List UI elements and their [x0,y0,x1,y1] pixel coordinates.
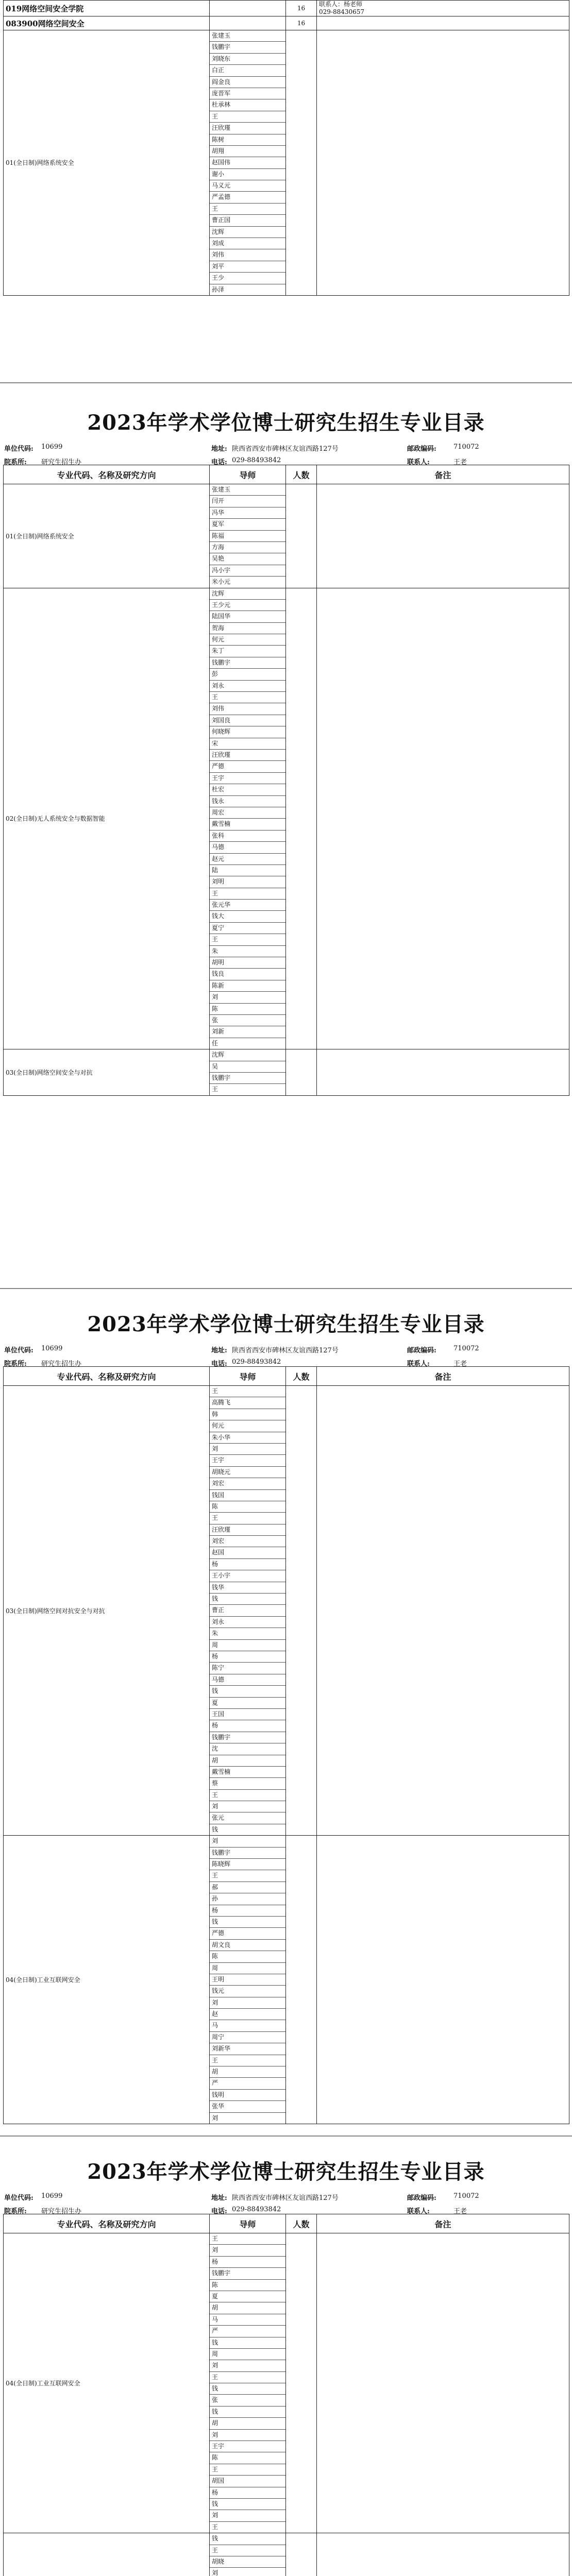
advisor-name: 朱小华 [210,1432,285,1444]
page-separator [0,2136,572,2137]
advisor-name: 严德 [210,761,285,772]
phone-label: 电话: [211,1360,227,1368]
advisor-name: 张元华 [210,900,285,911]
advisor-name: 刘宏 [210,1478,285,1489]
advisor-name: 王 [210,1513,285,1524]
advisor-name: 马德 [210,842,285,853]
advisor-name: 王 [210,2233,285,2245]
top-table [3,0,569,296]
program-cell: 02(全日制)无人系统安全与数据智能 [4,588,210,1049]
phone: 029-88493842 [232,1358,281,1366]
program-cell [4,2533,210,2576]
advisor-name: 刘 [210,992,285,1003]
quota-cell [286,2533,317,2576]
dept: 研究生招生办 [41,2208,82,2215]
postcode-label: 邮政编码: [407,2194,436,2202]
advisor-name: 何元 [210,1420,285,1432]
advisor-name: 刘 [210,2360,285,2371]
program-cell: 01(全日制)网络系统安全 [4,30,210,296]
advisor-name: 周 [210,1963,285,1974]
advisor-name: 刘成 [210,238,285,249]
advisor-list [210,30,286,296]
advisor-name: 汪欣瑾 [210,123,285,134]
advisor-name: 钱鹏宇 [210,657,285,669]
header-row [4,465,569,484]
address: 陕西省西安市碑林区友谊西路127号 [232,2194,339,2202]
advisor-name: 严 [210,2078,285,2089]
advisor-name: 钱 [212,1825,218,1833]
advisor-name: 钱永 [210,796,285,807]
catalog-table [3,1366,569,2124]
advisor-name: 胡 [210,2418,285,2429]
advisor-name: 钱 [210,2406,285,2418]
advisor-name: 陈新 [210,980,285,992]
note-cell [317,2533,569,2576]
advisor-name: 王 [212,2523,218,2531]
catalog-page [0,1309,572,2133]
advisor-name: 钱大 [210,911,285,922]
quota-cell: 16 [286,16,317,30]
advisor-name: 钱明 [210,2090,285,2101]
program-cell: 03(全日制)网络空间安全与对抗 [4,1049,210,1096]
phone-label: 电话: [211,2208,227,2215]
advisor-name: 曹正 [210,1605,285,1616]
advisor-name: 钱 [210,1917,285,1928]
major-col-header: 专业代码、名称及研究方向 [4,2214,210,2233]
advisor-name: 刘 [210,2245,285,2256]
advisor-name: 刘 [210,2568,285,2576]
postcode: 710072 [453,1345,479,1352]
advisor-name: 沈辉 [210,227,285,238]
header-row [4,1367,569,1386]
dept-label: 院系所: [4,1360,27,1368]
advisor-name: 刘 [212,2114,218,2122]
advisor-name: 张 [210,1015,285,1026]
advisor-name: 陈 [210,1501,285,1513]
advisor-list [210,1386,286,1836]
advisor-name: 钱鹏宇 [210,1848,285,1859]
advisor-name: 夏宁 [210,923,285,934]
advisor-name: 王少 [210,273,285,284]
advisor-name: 王 [210,204,285,215]
advisor-list [210,2233,286,2533]
advisor-name: 阎金良 [210,77,285,88]
advisor-name: 王 [210,2464,285,2476]
advisor-name: 张建玉 [210,30,285,42]
advisor-name: 何元 [210,634,285,646]
advisor-name: 陈 [210,2452,285,2464]
advisor-name: 王宇 [210,1455,285,1466]
advisor-name: 王国 [210,1709,285,1720]
advisor-col-header: 导师 [210,2214,286,2233]
advisor-name: 周宏 [210,807,285,819]
advisor-name: 曹正国 [210,215,285,226]
advisor-name: 刘 [210,1444,285,1455]
quota-cell [286,1386,317,1836]
advisor-name: 王宇 [210,773,285,784]
advisor-name: 王宇 [210,2441,285,2452]
advisor-name: 胡 [210,2302,285,2314]
advisor-name: 陈晓辉 [210,1859,285,1870]
quota-col-header: 人数 [286,1367,317,1386]
address: 陕西省西安市碑林区友谊西路127号 [232,1347,339,1354]
unit-code: 10699 [41,443,63,451]
program-cell: 04(全日制)工业互联网安全 [4,1836,210,2124]
catalog-page [0,407,572,1283]
advisor-name: 刘伟 [210,703,285,715]
advisor-name: 闫开 [210,496,285,507]
note-cell [317,1386,569,1836]
quota-cell: 16 [286,1,317,16]
advisor-name: 夏 [210,1698,285,1709]
contact: 王老 [453,2208,467,2215]
advisor-name: 钱鹏宇 [210,1732,285,1743]
advisor-name: 杨 [210,1905,285,1917]
program-row [4,588,569,1049]
advisor-name: 胡明 [210,957,285,969]
program-row [4,1049,569,1096]
dept-label: 院系所: [4,2208,27,2215]
header-row [4,2214,569,2233]
advisor-name: 刘永 [210,681,285,692]
advisor-name: 王 [210,1870,285,1882]
advisor-name: 陈 [210,1004,285,1015]
advisor-name: 赵国伟 [210,157,285,168]
advisor-name: 戴雪楠 [210,819,285,830]
advisor-name: 刘明 [210,876,285,888]
advisor-name: 刘 [210,1836,285,1847]
advisor-name: 刘晓东 [210,54,285,65]
address-label: 地址: [211,1347,227,1354]
advisor-name: 杨 [210,1559,285,1570]
postcode-label: 邮政编码: [407,445,436,453]
advisor-name: 陈 [210,1951,285,1962]
unit-code-label: 单位代码: [4,2194,33,2202]
advisor-name: 王 [210,888,285,900]
advisor-name: 米小元 [212,578,231,586]
advisor-name: 谢小 [210,169,285,180]
contact-label: 联系人: [407,1360,430,1368]
advisor-name: 王明 [210,1974,285,1986]
advisor-name: 沈辉 [210,588,285,600]
advisor-name: 严孟德 [210,192,285,203]
advisor-name: 严 [210,2326,285,2337]
advisor-name: 孙 [210,1893,285,1905]
advisor-name: 钱鹏宇 [210,2268,285,2279]
advisor-name: 陈宁 [210,1663,285,1674]
advisor-name: 夏军 [210,519,285,530]
program-cell: 03(全日制)网络空间对抗安全与对抗 [4,1386,210,1836]
advisor-name: 王 [212,1086,218,1093]
contact-label: 联系人: [407,459,430,466]
postcode: 710072 [453,443,479,451]
advisor-list [210,484,286,588]
advisor-name: 刘 [210,2430,285,2441]
advisor-name: 刘新华 [210,2043,285,2055]
advisor-list [210,588,286,1049]
major-col-header: 专业代码、名称及研究方向 [4,1367,210,1386]
advisor-name: 陈树 [210,134,285,146]
advisor-name: 胡晓 [210,2556,285,2568]
quota-cell [286,588,317,1049]
advisor-name: 吴 [210,1061,285,1073]
advisor-name: 王少元 [210,600,285,611]
advisor-name: 刘宏 [210,1536,285,1547]
advisor-name: 杜宏 [210,784,285,795]
advisor-name: 刘永 [210,1617,285,1628]
advisor-name: 周 [210,1640,285,1651]
advisor-name: 郝 [210,1882,285,1893]
program-row [4,484,569,588]
advisor-name: 钱鹏宇 [210,42,285,53]
major-col-header: 专业代码、名称及研究方向 [4,465,210,484]
phone: 029-88493842 [232,2206,281,2213]
program-row [4,1836,569,2124]
advisor-name: 贺海 [210,623,285,634]
postcode-label: 邮政编码: [407,1347,436,1354]
advisor-name: 张建玉 [210,484,285,496]
advisor-name: 钱 [210,2533,285,2545]
quota-col-header: 人数 [286,465,317,484]
advisor-name: 沈辉 [210,1049,285,1061]
advisor-col-header: 导师 [210,465,286,484]
advisor-name: 孙泽 [212,285,225,293]
advisor-name: 严德 [210,1928,285,1939]
page-title: 2023年学术学位博士研究生招生专业目录 [87,2160,485,2184]
advisor-name: 张华 [210,2101,285,2112]
advisor-name: 周宁 [210,2032,285,2043]
postcode: 710072 [453,2192,479,2200]
advisor-name: 钱国 [210,1490,285,1501]
note-cell [317,1049,569,1096]
quota-cell [286,484,317,588]
unit-code: 10699 [41,2192,63,2200]
advisor-name: 汪欣瑾 [210,750,285,761]
advisor-name: 王 [210,1790,285,1801]
advisor-name: 钱 [210,2337,285,2349]
advisor-name: 钱 [210,2383,285,2395]
note-col-header: 备注 [317,2214,569,2233]
advisor-name: 杨 [210,2487,285,2499]
advisor-name: 王 [210,2372,285,2383]
advisor-name: 胡 [210,2066,285,2078]
contact-label: 联系人: [407,2208,430,2215]
program-row [4,2233,569,2533]
advisor-name: 宋 [210,738,285,750]
advisor-name: 刘新 [210,1026,285,1038]
advisor-name: 刘国良 [210,715,285,726]
advisor-name: 赵国 [210,1547,285,1558]
advisor-name: 杨 [210,1651,285,1663]
quota-cell [286,2233,317,2533]
major-heading: 083900网络空间安全 [4,16,210,30]
advisor-name: 王 [210,2055,285,2066]
unit-code: 10699 [41,1345,63,1352]
advisor-name: 王 [210,2545,285,2556]
contact-cell: 联系人：杨老师 029-88430657 [317,1,569,16]
advisor-name: 胡晓元 [210,1467,285,1478]
catalog-table [3,465,569,1096]
advisor-name: 赵元 [210,854,285,865]
advisor-name: 杨 [210,2257,285,2268]
advisor-name: 戴雪楠 [210,1767,285,1778]
contact: 王老 [453,1360,467,1368]
advisor-name: 钱 [210,1594,285,1605]
advisor-name: 陈 [210,2280,285,2291]
advisor-name: 沈 [210,1743,285,1755]
advisor-name: 钱华 [210,1582,285,1594]
catalog-page [0,2156,572,2576]
advisor-name: 张元 [210,1812,285,1824]
advisor-name: 朱 [210,946,285,957]
advisor-col-header: 导师 [210,1367,286,1386]
advisor-name: 刘 [210,2510,285,2521]
advisor-name: 何晓辉 [210,726,285,738]
address-label: 地址: [211,445,227,453]
advisor-name: 杜承林 [210,99,285,111]
top-partial-page [0,0,572,381]
advisor-list [210,1836,286,2124]
advisor-name: 韩 [210,1409,285,1420]
advisor-name: 刘平 [210,261,285,273]
advisor-name: 钱 [210,1686,285,1697]
dept: 研究生招生办 [41,459,82,466]
address: 陕西省西安市碑林区友谊西路127号 [232,445,339,453]
advisor-name: 王 [210,111,285,123]
advisor-name: 白正 [210,65,285,76]
advisor-name: 刘伟 [210,249,285,261]
advisor-name: 王 [210,934,285,945]
program-row [4,2533,569,2576]
advisor-name: 冯华 [210,507,285,519]
phone: 029-88493842 [232,456,281,464]
advisor-name: 王 [210,1386,285,1397]
quota-cell [286,1049,317,1096]
advisor-name: 钱 [210,2499,285,2510]
advisor-name: 马义元 [210,180,285,192]
advisor-name: 胡翔 [210,146,285,157]
advisor-name: 马 [210,2020,285,2031]
advisor-name: 钱元 [210,1986,285,1997]
note-col-header: 备注 [317,465,569,484]
page-separator [0,1288,572,1289]
advisor-name: 方海 [210,542,285,553]
advisor-name: 张科 [210,831,285,842]
advisor-name: 朱丁 [210,646,285,657]
quota-cell [286,1836,317,2124]
page-title: 2023年学术学位博士研究生招生专业目录 [87,411,485,435]
advisor-name: 庞晋军 [210,88,285,99]
quota-col-header: 人数 [286,2214,317,2233]
dept: 研究生招生办 [41,1360,82,1368]
note-cell [317,588,569,1049]
note-cell [317,1836,569,2124]
advisor-name: 陈福 [210,531,285,542]
advisor-name: 蔡 [210,1778,285,1789]
unit-code-label: 单位代码: [4,1347,33,1354]
unit-code-label: 单位代码: [4,445,33,453]
note-cell [317,2233,569,2533]
advisor-name: 杨 [210,1720,285,1732]
address-label: 地址: [211,2194,227,2202]
advisor-name: 周 [210,2349,285,2360]
advisor-name: 任 [212,1039,218,1047]
advisor-name: 高腾飞 [210,1397,285,1409]
program-row [4,1386,569,1836]
advisor-name: 冯小宇 [210,565,285,577]
advisor-name: 钱良 [210,969,285,980]
dept-label: 院系所: [4,459,27,466]
advisor-name: 胡文良 [210,1940,285,1951]
advisor-name: 王小宇 [210,1570,285,1582]
dept-heading: 019网络空间安全学院 [4,1,210,16]
advisor-name: 钱鹏宇 [210,1073,285,1084]
catalog-table [3,2214,569,2576]
advisor-name: 胡国 [210,2476,285,2487]
advisor-name: 彭 [210,669,285,680]
advisor-name: 夏 [210,2291,285,2302]
advisor-name: 汪欣瑾 [210,1524,285,1536]
advisor-name: 朱 [210,1628,285,1639]
advisor-name: 陆 [210,865,285,876]
advisor-name: 马德 [210,1674,285,1686]
phone-label: 电话: [211,459,227,466]
page-separator [0,382,572,383]
page-title: 2023年学术学位博士研究生招生专业目录 [87,1312,485,1336]
advisor-name: 马 [210,2314,285,2326]
advisor-name: 赵 [210,2009,285,2020]
advisor-name: 吴艳 [210,553,285,565]
note-cell [317,484,569,588]
program-cell: 04(全日制)工业互联网安全 [4,2233,210,2533]
contact: 王老 [453,459,467,466]
advisor-list [210,2533,286,2576]
advisor-name: 刘 [210,1997,285,2009]
advisor-name: 陆国华 [210,611,285,622]
advisor-name: 王 [210,692,285,703]
advisor-name: 刘 [210,1801,285,1812]
advisor-name: 张 [210,2395,285,2406]
note-col-header: 备注 [317,1367,569,1386]
program-cell: 01(全日制)网络系统安全 [4,484,210,588]
advisor-name: 胡 [210,1755,285,1767]
advisor-list [210,1049,286,1096]
